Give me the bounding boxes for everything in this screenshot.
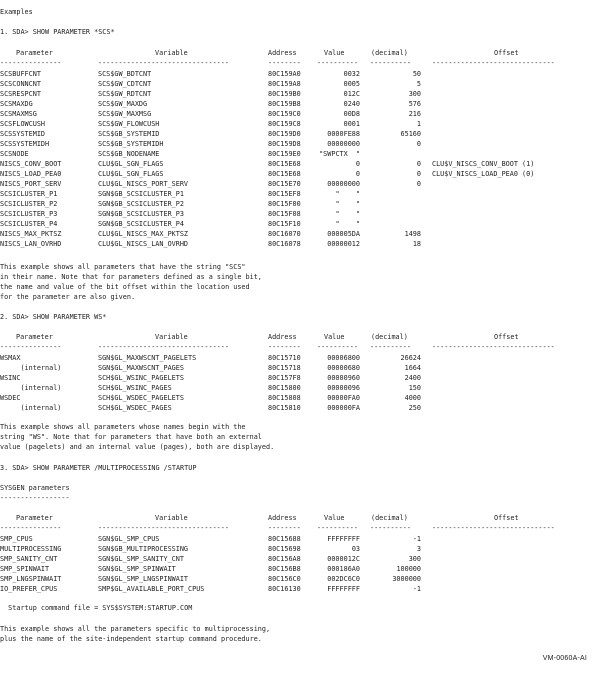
parameter-cell: SCSFLOWCUSH — [0, 120, 46, 128]
col-value-label: Value — [324, 333, 345, 341]
variable-cell: SGN$GL_SMP_SPINWAIT — [98, 565, 176, 573]
variable-cell: SGN$GB_MULTIPROCESSING — [98, 545, 189, 553]
parameter-cell: IO_PREFER_CPUS — [0, 585, 58, 593]
value-cell: "SWPCTX " — [319, 150, 360, 158]
variable-cell: CLU$GL_SGN_FLAGS — [98, 160, 164, 168]
address-cell: 80C156C0 — [268, 575, 301, 583]
decimal-cell: -1 — [412, 535, 421, 543]
value-cell: 00000000 — [327, 180, 360, 188]
rule-segment: ---------- — [370, 524, 411, 532]
table-row — [0, 189, 595, 199]
table-row — [0, 89, 595, 99]
rule-segment: --------------- — [0, 59, 62, 67]
table-row — [0, 239, 595, 249]
variable-cell: SGN$GB_SCSICLUSTER_P3 — [98, 210, 184, 218]
value-cell: 0001 — [343, 120, 360, 128]
address-cell: 80C159C0 — [268, 110, 301, 118]
table-row — [0, 373, 595, 383]
parameter-cell: SMP_SANITY_CNT — [0, 555, 58, 563]
figure-id: VM-0060A-AI — [542, 655, 587, 662]
startup-command-file: Startup command file = SYS$SYSTEM:STARTUP.COM — [0, 604, 193, 612]
sysgen-section-rule: ----------------- — [0, 494, 70, 502]
variable-cell: SCS$GB_NODENAME — [98, 150, 160, 158]
col-variable-label: Variable — [155, 49, 188, 57]
address-cell: 80C16078 — [268, 240, 301, 248]
table-row — [0, 363, 595, 373]
value-cell: 000186A0 — [327, 565, 360, 573]
parameter-cell: SMP_LNGSPINWAIT — [0, 575, 62, 583]
parameter-cell: (internal) — [0, 404, 62, 412]
variable-cell: SGN$GB_SCSICLUSTER_P4 — [98, 220, 184, 228]
decimal-cell: 3000000 — [392, 575, 421, 583]
col-parameter-label: Parameter — [16, 49, 53, 57]
parameter-cell: NISCS_MAX_PKTSZ — [0, 230, 62, 238]
rule-segment: ------------------------------ — [432, 59, 555, 67]
col-decimal-label: (decimal) — [371, 514, 408, 522]
address-cell: 80C15E70 — [268, 180, 301, 188]
variable-cell: CLU$GL_NISCS_MAX_PKTSZ — [98, 230, 189, 238]
decimal-cell: 2400 — [404, 374, 421, 382]
value-cell: 0240 — [343, 100, 360, 108]
parameter-cell: SCSRESPCNT — [0, 90, 41, 98]
note-line: the name and value of the bit offset within the location used — [0, 283, 250, 291]
rule-segment: ---------- — [317, 59, 358, 67]
parameter-cell: SCSSYSTEMID — [0, 130, 46, 138]
example-3-command: 3. SDA> SHOW PARAMETER /MULTIPROCESSING /STARTUP — [0, 464, 197, 472]
table-row — [0, 159, 595, 169]
parameter-cell: NISCS_LAN_OVRHD — [0, 240, 62, 248]
address-cell: 80C15EF8 — [268, 190, 301, 198]
address-cell: 80C157F8 — [268, 374, 301, 382]
address-cell: 80C15710 — [268, 354, 301, 362]
parameter-cell: SCSSYSTEMIDH — [0, 140, 50, 148]
address-cell: 80C15718 — [268, 364, 301, 372]
note-line: in their name. Note that for parameters defined as a single bit, — [0, 273, 262, 281]
variable-cell: CLU$GL_NISCS_PORT_SERV — [98, 180, 189, 188]
table-row — [0, 79, 595, 89]
parameter-cell: NISCS_CONV_BOOT — [0, 160, 62, 168]
variable-cell: CLU$GL_NISCS_LAN_OVRHD — [98, 240, 189, 248]
table-row — [0, 139, 595, 149]
decimal-cell: 0 — [416, 160, 421, 168]
page-title: Examples — [0, 8, 33, 16]
decimal-cell: 1664 — [404, 364, 421, 372]
value-cell: 03 — [351, 545, 360, 553]
parameter-cell: (internal) — [0, 384, 62, 392]
rule-segment: --------------- — [0, 524, 62, 532]
table-row — [0, 393, 595, 403]
rule-segment: -------------------------------- — [98, 524, 229, 532]
parameter-cell: SCSCONNCNT — [0, 80, 41, 88]
value-cell: 0000FE88 — [327, 130, 360, 138]
decimal-cell: 5 — [416, 80, 421, 88]
example-3-header — [0, 513, 595, 523]
table-row — [0, 209, 595, 219]
table-row — [0, 229, 595, 239]
address-cell: 80C156A8 — [268, 555, 301, 563]
variable-cell: SGN$GL_MAXWSCNT_PAGELETS — [98, 354, 197, 362]
note-line: This example shows all the parameters specific to multiprocessing, — [0, 625, 271, 633]
col-decimal-label: (decimal) — [371, 49, 408, 57]
decimal-cell: 216 — [408, 110, 421, 118]
rule-segment: ------------------------------ — [432, 524, 555, 532]
value-cell: " " — [335, 200, 360, 208]
variable-cell: SCS$GW_FLOWCUSH — [98, 120, 160, 128]
decimal-cell: 576 — [408, 100, 421, 108]
col-offset-label: Offset — [494, 333, 519, 341]
table-row — [0, 169, 595, 179]
rule-segment: -------- — [268, 524, 301, 532]
table-row — [0, 564, 595, 574]
sysgen-section-title: SYSGEN parameters — [0, 484, 70, 492]
example-1-header — [0, 48, 595, 58]
example-2-header — [0, 332, 595, 342]
col-parameter-label: Parameter — [16, 333, 53, 341]
value-cell: 0 — [355, 160, 360, 168]
value-cell: " " — [335, 210, 360, 218]
decimal-cell: -1 — [412, 585, 421, 593]
value-cell: 0005 — [343, 80, 360, 88]
table-row — [0, 69, 595, 79]
decimal-cell: 4000 — [404, 394, 421, 402]
table-row — [0, 99, 595, 109]
rule-segment: -------------------------------- — [98, 343, 229, 351]
table-row — [0, 149, 595, 159]
note-line: string "WS". Note that for parameters that have both an external — [0, 433, 262, 441]
variable-cell: SGN$GB_SCSICLUSTER_P1 — [98, 190, 184, 198]
address-cell: 80C15698 — [268, 545, 301, 553]
value-cell: 00000FA0 — [327, 394, 360, 402]
table-row — [0, 383, 595, 393]
variable-cell: SGN$GL_SMP_SANITY_CNT — [98, 555, 184, 563]
variable-cell: SGN$GL_SMP_LNGSPINWAIT — [98, 575, 189, 583]
parameter-cell: SCSICLUSTER_P1 — [0, 190, 58, 198]
variable-cell: SGN$GL_SMP_CPUS — [98, 535, 160, 543]
variable-cell: SCS$GW_CDTCNT — [98, 80, 152, 88]
rule-segment: ---------- — [317, 524, 358, 532]
note-line: value (pagelets) and an internal value (pages), both are displayed. — [0, 443, 275, 451]
value-cell: 0000012C — [327, 555, 360, 563]
offset-cell: CLU$V_NISCS_LOAD_PEA0 (0) — [432, 170, 535, 178]
rule-segment: ---------- — [317, 343, 358, 351]
rule-segment: -------------------------------- — [98, 59, 229, 67]
col-variable-label: Variable — [155, 333, 188, 341]
decimal-cell: 3 — [416, 545, 421, 553]
decimal-cell: 18 — [412, 240, 421, 248]
decimal-cell: 65160 — [400, 130, 421, 138]
parameter-cell: SCSMAXDG — [0, 100, 33, 108]
decimal-cell: 1 — [416, 120, 421, 128]
decimal-cell: 1498 — [404, 230, 421, 238]
address-cell: 80C15810 — [268, 404, 301, 412]
parameter-cell: SCSBUFFCNT — [0, 70, 41, 78]
parameter-cell: SMP_CPUS — [0, 535, 33, 543]
address-cell: 80C159B0 — [268, 90, 301, 98]
value-cell: 00000680 — [327, 364, 360, 372]
address-cell: 80C15F10 — [268, 220, 301, 228]
value-cell: 00000096 — [327, 384, 360, 392]
value-cell: FFFFFFFF — [327, 535, 360, 543]
table-row — [0, 554, 595, 564]
variable-cell: SCH$GL_WSDEC_PAGELETS — [98, 394, 184, 402]
col-offset-label: Offset — [494, 514, 519, 522]
parameter-cell: SCSICLUSTER_P2 — [0, 200, 58, 208]
variable-cell: SGN$GB_SCSICLUSTER_P2 — [98, 200, 184, 208]
table-row — [0, 109, 595, 119]
table-row — [0, 199, 595, 209]
value-cell: 000000FA — [327, 404, 360, 412]
variable-cell: SGN$GL_MAXWSCNT_PAGES — [98, 364, 184, 372]
address-cell: 80C159C8 — [268, 120, 301, 128]
value-cell: 002DC6C0 — [327, 575, 360, 583]
table-row — [0, 584, 595, 594]
parameter-cell: SCSICLUSTER_P4 — [0, 220, 58, 228]
example-2-header-rule — [0, 342, 595, 352]
value-cell: 00000012 — [327, 240, 360, 248]
decimal-cell: 0 — [416, 140, 421, 148]
decimal-cell: 150 — [408, 384, 421, 392]
variable-cell: SCS$GB_SYSTEMIDH — [98, 140, 164, 148]
variable-cell: SCS$GB_SYSTEMID — [98, 130, 160, 138]
decimal-cell: 0 — [416, 180, 421, 188]
col-value-label: Value — [324, 49, 345, 57]
value-cell: 00000960 — [327, 374, 360, 382]
address-cell: 80C159A8 — [268, 80, 301, 88]
parameter-cell: WSDEC — [0, 394, 21, 402]
col-parameter-label: Parameter — [16, 514, 53, 522]
address-cell: 80C159B8 — [268, 100, 301, 108]
address-cell: 80C16130 — [268, 585, 301, 593]
table-row — [0, 534, 595, 544]
example-2-command: 2. SDA> SHOW PARAMETER WS* — [0, 313, 107, 321]
example-3-header-rule — [0, 523, 595, 533]
value-cell: " " — [335, 190, 360, 198]
decimal-cell: 26624 — [400, 354, 421, 362]
rule-segment: --------------- — [0, 343, 62, 351]
decimal-cell: 0 — [416, 170, 421, 178]
address-cell: 80C15808 — [268, 394, 301, 402]
decimal-cell: 300 — [408, 90, 421, 98]
value-cell: 00D8 — [343, 110, 360, 118]
col-variable-label: Variable — [155, 514, 188, 522]
variable-cell: SCS$GW_MAXMSG — [98, 110, 152, 118]
value-cell: 012C — [343, 90, 360, 98]
value-cell: 000005DA — [327, 230, 360, 238]
parameter-cell: WSMAX — [0, 354, 21, 362]
value-cell: 00000000 — [327, 140, 360, 148]
table-row — [0, 403, 595, 413]
note-line: This example shows all parameters whose names begin with the — [0, 423, 246, 431]
example-1-header-rule — [0, 58, 595, 68]
address-cell: 80C156B8 — [268, 565, 301, 573]
variable-cell: SCH$GL_WSDEC_PAGES — [98, 404, 172, 412]
note-line: for the parameter are also given. — [0, 293, 136, 301]
col-value-label: Value — [324, 514, 345, 522]
parameter-cell: MULTIPROCESSING — [0, 545, 62, 553]
parameter-cell: SMP_SPINWAIT — [0, 565, 50, 573]
offset-cell: CLU$V_NISCS_CONV_BOOT (1) — [432, 160, 535, 168]
variable-cell: SCH$GL_WSINC_PAGELETS — [98, 374, 184, 382]
address-cell: 80C15E68 — [268, 160, 301, 168]
col-decimal-label: (decimal) — [371, 333, 408, 341]
parameter-cell: NISCS_LOAD_PEA0 — [0, 170, 62, 178]
address-cell: 80C15800 — [268, 384, 301, 392]
address-cell: 80C159D0 — [268, 130, 301, 138]
decimal-cell: 300 — [408, 555, 421, 563]
address-cell: 80C15E68 — [268, 170, 301, 178]
rule-segment: ---------- — [370, 59, 411, 67]
variable-cell: SMP$GL_AVAILABLE_PORT_CPUS — [98, 585, 205, 593]
address-cell: 80C159D8 — [268, 140, 301, 148]
variable-cell: CLU$GL_SGN_FLAGS — [98, 170, 164, 178]
table-row — [0, 129, 595, 139]
table-row — [0, 574, 595, 584]
table-row — [0, 219, 595, 229]
table-row — [0, 544, 595, 554]
note-line: plus the name of the site-independent startup command procedure. — [0, 635, 262, 643]
value-cell: FFFFFFFF — [327, 585, 360, 593]
address-cell: 80C159E0 — [268, 150, 301, 158]
table-row — [0, 119, 595, 129]
value-cell: " " — [335, 220, 360, 228]
address-cell: 80C15F08 — [268, 210, 301, 218]
col-offset-label: Offset — [494, 49, 519, 57]
variable-cell: SCS$GW_RDTCNT — [98, 90, 152, 98]
variable-cell: SCS$GW_MAXDG — [98, 100, 148, 108]
parameter-cell: SCSICLUSTER_P3 — [0, 210, 58, 218]
col-address-label: Address — [268, 49, 297, 57]
parameter-cell: (internal) — [0, 364, 62, 372]
address-cell: 80C16070 — [268, 230, 301, 238]
parameter-cell: SCSNODE — [0, 150, 29, 158]
col-address-label: Address — [268, 514, 297, 522]
value-cell: 00006800 — [327, 354, 360, 362]
example-1-command: 1. SDA> SHOW PARAMETER *SCS* — [0, 28, 115, 36]
rule-segment: ------------------------------ — [432, 343, 555, 351]
decimal-cell: 250 — [408, 404, 421, 412]
table-row — [0, 353, 595, 363]
address-cell: 80C159A0 — [268, 70, 301, 78]
rule-segment: -------- — [268, 343, 301, 351]
address-cell: 80C15688 — [268, 535, 301, 543]
note-line: This example shows all parameters that have the string "SCS" — [0, 263, 246, 271]
parameter-cell: WSINC — [0, 374, 21, 382]
table-row — [0, 179, 595, 189]
rule-segment: -------- — [268, 59, 301, 67]
variable-cell: SCH$GL_WSINC_PAGES — [98, 384, 172, 392]
decimal-cell: 50 — [412, 70, 421, 78]
parameter-cell: SCSMAXMSG — [0, 110, 37, 118]
col-address-label: Address — [268, 333, 297, 341]
parameter-cell: NISCS_PORT_SERV — [0, 180, 62, 188]
variable-cell: SCS$GW_BDTCNT — [98, 70, 152, 78]
value-cell: 0032 — [343, 70, 360, 78]
value-cell: 0 — [355, 170, 360, 178]
address-cell: 80C15F00 — [268, 200, 301, 208]
rule-segment: ---------- — [370, 343, 411, 351]
decimal-cell: 100000 — [396, 565, 421, 573]
